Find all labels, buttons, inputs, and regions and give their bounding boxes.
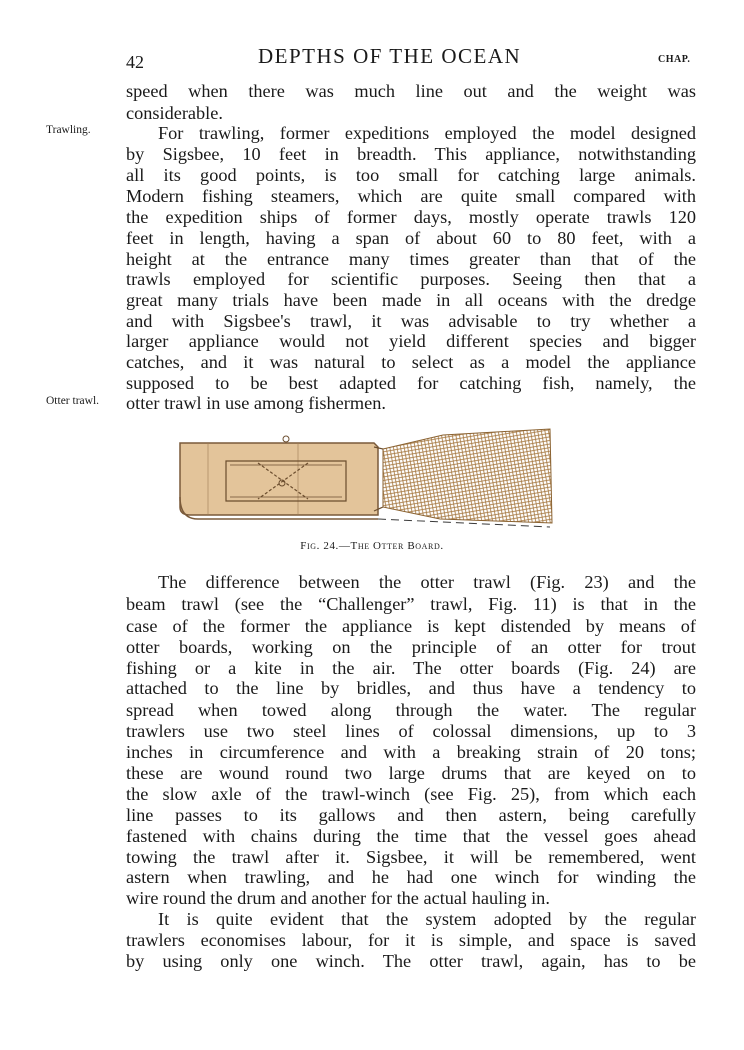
text-line: the expedition ships of former days, mostly operate trawls 120: [126, 207, 696, 227]
text-line: For trawling, former expeditions employed the model designed: [158, 123, 696, 143]
text-line: fastened with chains during the time that the vessel goes ahead: [126, 826, 696, 846]
page-number: 42: [126, 52, 144, 72]
text-line: trawls employed for scientific purposes. Seeing then that a: [126, 269, 696, 289]
otter-board: [180, 443, 378, 515]
text-line: the slow axle of the trawl-winch (see Fig. 25), from which each: [126, 784, 696, 804]
text-line: attached to the line by bridles, and thus have a tendency to: [126, 678, 696, 698]
chapter-label: CHAP.: [658, 54, 691, 65]
text-line: It is quite evident that the system adopted by the regular: [158, 909, 696, 929]
text-line: trawlers use two steel lines of colossal dimensions, up to 3: [126, 721, 696, 741]
figure-caption: Fig. 24.—The Otter Board.: [300, 540, 444, 552]
text-line: otter trawl in use among fishermen.: [126, 393, 386, 413]
text-line: all its good points, is too small for catching large animals.: [126, 165, 696, 185]
text-line: by Sigsbee, 10 feet in breadth. This appliance, notwithstanding: [126, 144, 696, 164]
text-line: case of the former the appliance is kept distended by means of: [126, 616, 696, 636]
text-line: height at the entrance many times greater than that of the: [126, 249, 696, 269]
text-line: considerable.: [126, 103, 223, 123]
otter-board-illustration: [178, 427, 558, 537]
text-line: beam trawl (see the “Challenger” trawl, Fig. 11) is that in the: [126, 594, 696, 614]
page-header: [0, 44, 744, 74]
text-line: Modern fishing steamers, which are quite small compared with: [126, 186, 696, 206]
text-line: great many trials have been made in all oceans with the dredge: [126, 290, 696, 310]
text-line: supposed to be best adapted for catching fish, namely, the: [126, 373, 696, 393]
text-line: towing the trawl after it. Sigsbee, it will be remembered, went: [126, 847, 696, 867]
text-line: line passes to its gallows and then astern, being carefully: [126, 805, 696, 825]
text-line: inches in circumference and with a breaking strain of 20 tons;: [126, 742, 696, 762]
text-line: The difference between the otter trawl (Fig. 23) and the: [158, 572, 696, 592]
text-line: speed when there was much line out and the weight was: [126, 81, 696, 101]
text-line: trawlers economises labour, for it is simple, and space is saved: [126, 930, 696, 950]
text-line: and with Sigsbee's trawl, it was advisable to try whether a: [126, 311, 696, 331]
text-line: otter boards, working on the principle of an otter for trout: [126, 637, 696, 657]
text-line: by using only one winch. The otter trawl, again, has to be: [126, 951, 696, 971]
text-line: feet in length, having a span of about 60 to 80 feet, with a: [126, 228, 696, 248]
text-line: catches, and it was natural to select as a model the appliance: [126, 352, 696, 372]
trawl-net: [383, 429, 552, 523]
running-title: DEPTHS OF THE OCEAN: [258, 44, 522, 68]
text-line: wire round the drum and another for the actual hauling in.: [126, 888, 550, 908]
margin-note-otter-trawl: Otter trawl.: [46, 395, 100, 407]
text-line: fishing or a kite in the air. The otter boards (Fig. 24) are: [126, 658, 696, 678]
margin-note-trawling: Trawling.: [46, 124, 91, 136]
text-line: spread when towed along through the water. The regular: [126, 700, 696, 720]
text-line: astern when trawling, and he had one winch for winding the: [126, 867, 696, 887]
text-line: larger appliance would not yield different species and bigger: [126, 331, 696, 351]
text-line: these are wound round two large drums that are keyed on to: [126, 763, 696, 783]
